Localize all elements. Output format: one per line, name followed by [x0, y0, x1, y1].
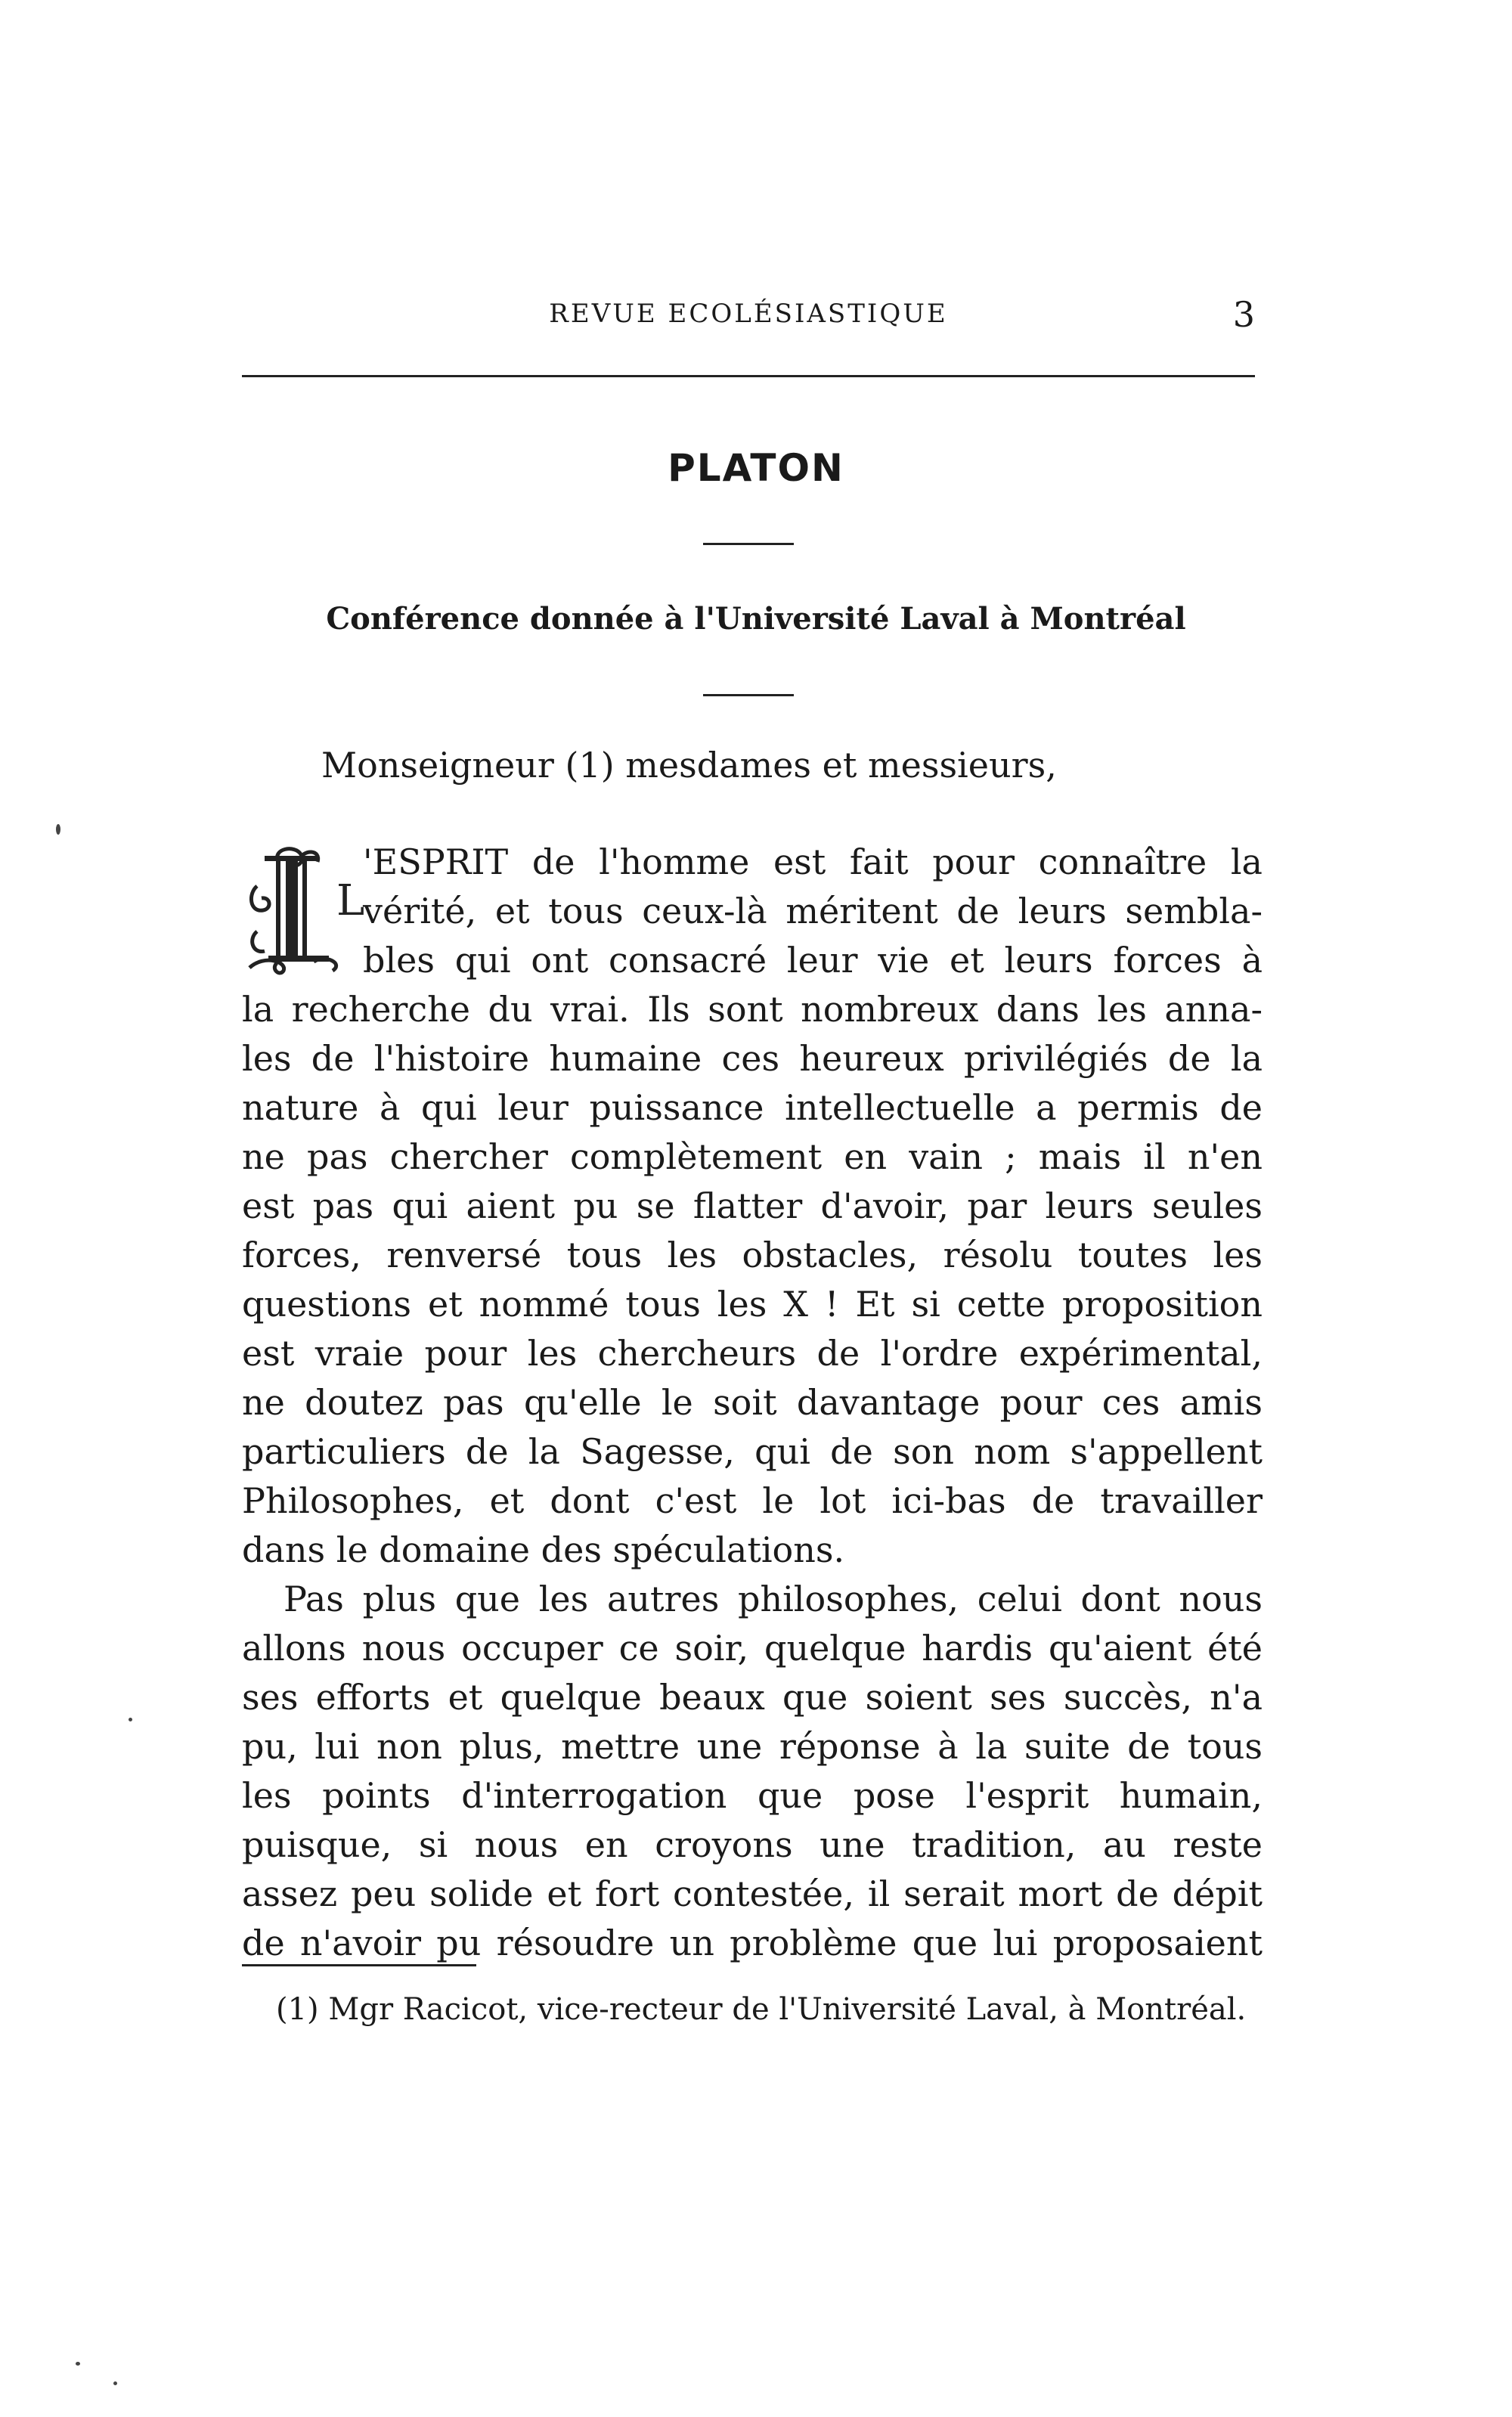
text-line: ne doutez pas qu'elle le soit davantage pour ces amis	[242, 1382, 1263, 1423]
salutation: Monseigneur (1) mesdames et messieurs,	[321, 745, 1057, 786]
text-line: vérité, et tous ceux-là méritent de leurs sembla-	[363, 891, 1263, 931]
text-line: Philosophes, et dont c'est le lot ici-bas de travailler	[242, 1480, 1263, 1521]
scan-speck	[113, 2381, 117, 2385]
running-title: REVUE ECOLÉSIASTIQUE	[549, 299, 948, 329]
text-line: puisque, si nous en croyons une tradition, au reste	[242, 1824, 1263, 1865]
scan-speck	[129, 1718, 132, 1721]
title-rule	[703, 543, 794, 545]
dropcap-letter: L	[336, 876, 365, 925]
page-number: 3	[1232, 294, 1255, 335]
subtitle-rule	[703, 694, 794, 696]
text-line: dans le domaine des spéculations.	[242, 1529, 845, 1570]
text-line: allons nous occuper ce soir, quelque hardis qu'aient été	[242, 1628, 1263, 1669]
text-line: forces, renversé tous les obstacles, résolu toutes les	[242, 1235, 1263, 1275]
text-line: la recherche du vrai. Ils sont nombreux dans les anna-	[242, 989, 1263, 1030]
text-line: Pas plus que les autres philosophes, celui dont nous	[284, 1579, 1263, 1619]
text-line: pu, lui non plus, mettre une réponse à la suite de tous	[242, 1726, 1263, 1767]
text-line: assez peu solide et fort contestée, il serait mort de dépit	[242, 1873, 1263, 1914]
article-title: PLATON	[668, 446, 844, 490]
text-line: bles qui ont consacré leur vie et leurs forces à	[363, 940, 1263, 981]
text-line: questions et nommé tous les X ! Et si cette proposition	[242, 1284, 1263, 1325]
text-line: ses efforts et quelque beaux que soient ses succès, n'a	[242, 1677, 1263, 1718]
article-subtitle: Conférence donnée à l'Université Laval à Montréal	[326, 601, 1186, 637]
text-line: particuliers de la Sagesse, qui de son nom s'appellent	[242, 1431, 1263, 1472]
text-line: nature à qui leur puissance intellectuelle a permis de	[242, 1087, 1263, 1128]
text-line: est pas qui aient pu se flatter d'avoir, par leurs seules	[242, 1185, 1263, 1226]
dropcap-ornament	[242, 841, 365, 975]
scan-speck	[56, 824, 60, 835]
text-line: de n'avoir pu résoudre un problème que lui proposaient	[242, 1923, 1263, 1963]
running-header	[242, 294, 1255, 336]
footnote: (1) Mgr Racicot, vice-recteur de l'Université Laval, à Montréal.	[276, 1992, 1247, 2027]
text-line: est vraie pour les chercheurs de l'ordre expérimental,	[242, 1333, 1263, 1374]
text-line: 'ESPRIT de l'homme est fait pour connaître la	[363, 841, 1263, 882]
text-line: les de l'histoire humaine ces heureux privilégiés de la	[242, 1038, 1263, 1079]
text-line: ne pas chercher complètement en vain ; mais il n'en	[242, 1136, 1263, 1177]
scan-speck	[76, 2362, 80, 2366]
text-line: les points d'interrogation que pose l'esprit humain,	[242, 1775, 1263, 1816]
header-rule	[242, 375, 1255, 377]
footnote-rule	[242, 1964, 476, 1966]
